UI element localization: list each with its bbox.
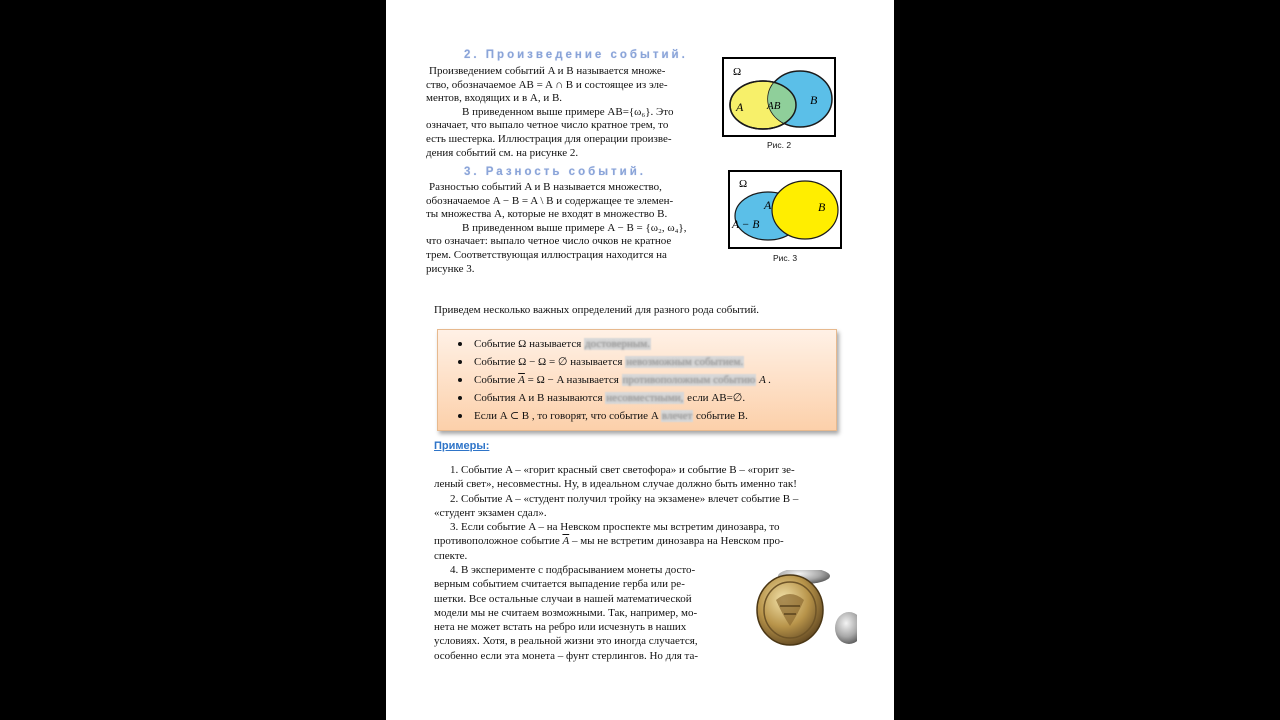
example-line: спекте. (434, 549, 468, 562)
example-line: «студент экзамен сдал». (434, 506, 547, 519)
hidden-term: влечет (661, 410, 693, 422)
definition-impossible-event (474, 353, 836, 371)
definitions-list (438, 330, 836, 425)
definition-text: событие B. (693, 410, 748, 422)
example-line: верным событием считается выпадение герба или ре- (434, 578, 685, 591)
venn-difference-diagram (730, 172, 839, 246)
set-b-circle (772, 181, 838, 239)
label-a-minus-b: A − B (732, 219, 760, 231)
definitions-box (437, 329, 837, 431)
definition-opposite-event (474, 371, 836, 389)
example-line: леный свет», несовместны. Ну, в идеальном случае должно быть именно так! (434, 478, 797, 491)
label-ab: AB (767, 100, 781, 112)
figure-2-caption: Рис. 2 (766, 140, 792, 150)
label-b: B (818, 200, 826, 214)
example-line: 3. Если событие A – на Невском проспекте мы встретим динозавра, то (450, 521, 780, 534)
text-line: ты множества A, которые не входят в множество B. (426, 208, 668, 221)
hidden-term: противоположным событию (622, 374, 756, 386)
formula-a-bar: $\overline{A}$ (518, 374, 525, 386)
text-line: обозначаемое A − B = A \ B и содержащее те элемен- (426, 194, 674, 207)
formula-a-bar: $\overline{A}$ (562, 535, 570, 548)
section-heading-product: 2. Произведение событий. (464, 49, 688, 61)
figure-3-venn (728, 170, 842, 249)
text-line: есть шестерка. Иллюстрация для операции произве- (426, 132, 672, 145)
text-line: трем. Соответствующая иллюстрация находится на (426, 248, 667, 261)
text-line: В приведенном выше примере A − B = {ω₂, ω₄}, (462, 221, 687, 234)
omega-label: Ω (733, 66, 742, 78)
text-line: что означает: выпало четное число очков не кратное (426, 235, 672, 248)
figure-3-caption: Рис. 3 (772, 253, 798, 263)
definition-text: События A и B называются (474, 392, 603, 404)
definition-text: Если A ⊂ B , то говорят, что событие A (474, 410, 659, 422)
definition-text: Событие (474, 374, 516, 386)
definition-text: если AB=∅. (684, 392, 746, 404)
venn-intersection-diagram (724, 59, 833, 134)
section-difference-text (426, 181, 718, 276)
example-line: условиях. Хотя, в реальной жизни это иногда случается, (434, 635, 698, 648)
example-line: нета не может встать на ребро или исчезнуть в наших (434, 621, 687, 634)
text-line: означает, что выпало четное число кратное трем, то (426, 119, 669, 132)
text-line: В приведенном выше примере AB={ω₆}. Это (462, 105, 674, 118)
hidden-term: невозможным событием. (626, 356, 744, 368)
definition-incompatible-events (474, 389, 836, 407)
text-line: ментов, входящих и в A, и B. (426, 92, 563, 105)
label-a: A (736, 100, 744, 114)
text-line: дения событий см. на рисунке 2. (426, 146, 579, 159)
text-line: рисунке 3. (426, 262, 475, 275)
text-line: Разностью событий A и B называется множество, (429, 181, 662, 193)
text-line: ство, обозначаемое AB = A ∩ B и состоящее из эле- (426, 78, 668, 91)
example-line: шетки. Все остальные случаи в нашей математической (434, 592, 692, 605)
label-b: B (810, 93, 818, 107)
section-product-text (426, 65, 716, 160)
hidden-term: достоверным. (585, 338, 650, 350)
examples-title: Примеры: (434, 440, 490, 452)
definitions-lead: Приведем несколько важных определений для разного рода событий. (434, 304, 760, 316)
examples-list (434, 463, 858, 563)
example-line (434, 534, 858, 548)
figure-2-venn (722, 57, 836, 137)
omega-label: Ω (739, 178, 748, 190)
example-text: противоположное событие (434, 535, 560, 548)
definition-certain-event (474, 335, 836, 353)
label-a: A (764, 198, 772, 212)
text-line: Произведением событий A и B называется множе- (429, 65, 666, 77)
example-line: особенно если эта монета – фунт стерлингов. Но для та- (434, 649, 699, 662)
example-line: 2. Событие A – «студент получил тройку на экзамене» влечет событие B – (450, 492, 799, 505)
definition-text: A . (759, 374, 772, 386)
example-4-text (434, 563, 746, 663)
definition-implies (474, 407, 836, 425)
hidden-term: несовместными, (606, 392, 684, 404)
example-line: модели мы не считаем возможными. Так, например, мо- (434, 606, 698, 619)
definition-text: Событие Ω называется (474, 338, 582, 350)
section-heading-difference: 3. Разность событий. (464, 166, 646, 178)
example-line: 4. В эксперименте с подбрасыванием монеты досто- (450, 564, 696, 576)
example-line: 1. Событие A – «горит красный свет светофора» и событие B – «горит зе- (450, 464, 795, 476)
coins-photo (754, 570, 857, 648)
document-page (386, 0, 894, 720)
example-text: – мы не встретим динозавра на Невском про- (571, 535, 784, 548)
definition-text: = Ω − A называется (524, 374, 619, 386)
definition-text: Событие Ω − Ω = ∅ называется (474, 356, 623, 368)
